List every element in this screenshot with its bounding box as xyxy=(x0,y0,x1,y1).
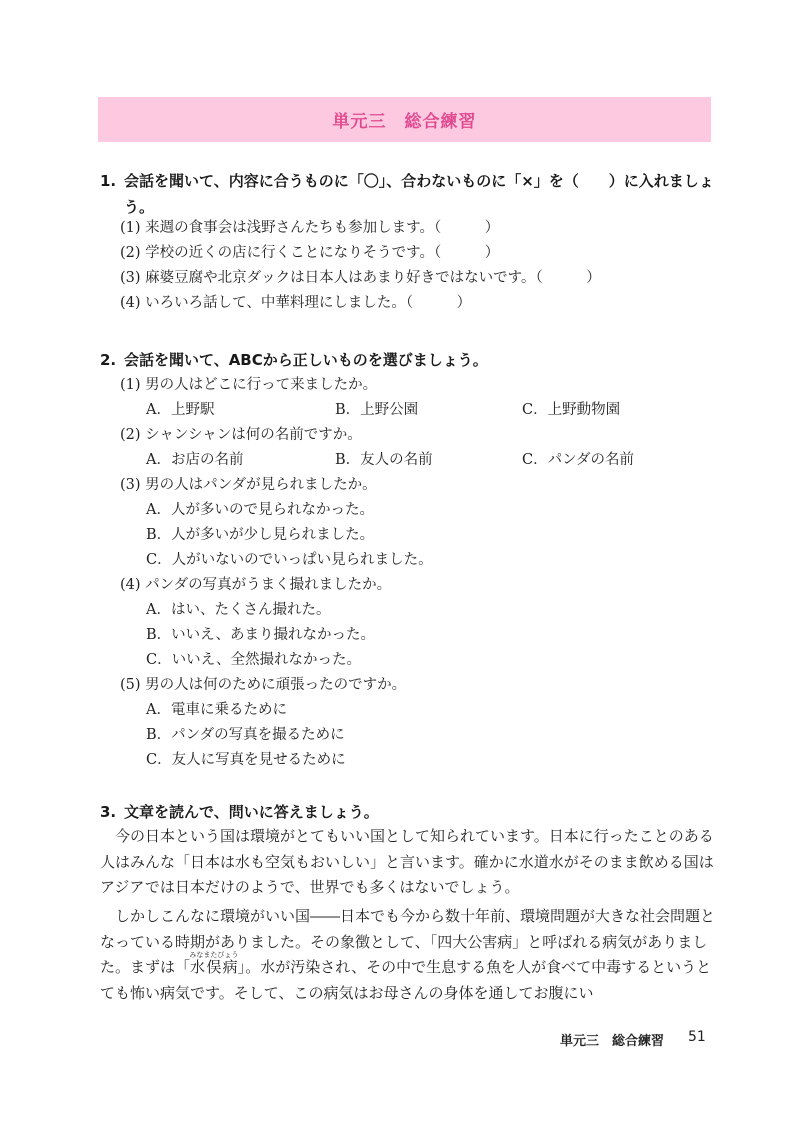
q3-paragraph-1: 今の日本という国は環境がとてもいい国として知られています。日本に行ったことのある人はみんな「日本は水も空気もおいしい」と言います。確かに水道水がそのまま飲める国はアジアでは日本だけのようで、世界でも多くはないでしょう。 xyxy=(100,827,714,897)
question-1-text: 会話を聞いて、内容に合うものに「〇」、合わないものに「×」を（ ）に入れましょう。 xyxy=(124,172,714,216)
page-number: 51 xyxy=(688,1029,706,1045)
question-2-number: 2. xyxy=(100,351,117,369)
question-2-heading xyxy=(100,347,718,373)
q2-item-1-question: (1) 男の人はどこに行って来ましたか。 xyxy=(120,377,378,393)
q2-item-4-question: (4) パンダの写真がうまく撮れましたか。 xyxy=(120,577,392,593)
q2-item-4-option-a: A．はい、たくさん撮れた。 xyxy=(146,602,331,618)
unit-title-banner xyxy=(98,97,711,142)
question-3-text: 文章を読んで、問いに答えましょう。 xyxy=(124,803,379,821)
question-3-heading xyxy=(100,799,718,825)
q1-item-3: (3) 麻婆豆腐や北京ダックは日本人はあまり好きではないです。（ ） xyxy=(120,270,601,286)
q2-item-1-option-c: C．上野動物園 xyxy=(522,402,621,418)
minamata-disease-ruby xyxy=(189,951,239,977)
q1-item-1: (1) 来週の食事会は浅野さんたちも参加します。（ ） xyxy=(120,220,500,236)
minamata-disease-word: 水俣病 xyxy=(189,958,239,977)
q2-item-2-option-c: C．パンダの名前 xyxy=(522,452,635,468)
question-1-number: 1. xyxy=(100,172,117,190)
q2-item-2-option-b: B．友人の名前 xyxy=(335,452,433,468)
q1-item-4: (4) いろいろ話して、中華料理にしました。（ ） xyxy=(120,295,472,311)
q2-item-1-option-a: A．上野駅 xyxy=(146,402,215,418)
q2-item-5-question: (5) 男の人は何のために頑張ったのですか。 xyxy=(120,677,407,693)
minamata-disease-reading: みなまたびょう xyxy=(189,951,239,960)
q3-paragraph-2 xyxy=(100,904,715,1006)
q2-item-3-question: (3) 男の人はパンダが見られましたか。 xyxy=(120,477,377,493)
unit-title: 単元三 総合練習 xyxy=(332,112,477,132)
q2-item-2-option-a: A．お店の名前 xyxy=(146,452,244,468)
q2-item-3-option-c: C．人がいないのでいっぱい見られました。 xyxy=(146,552,433,568)
question-3-number: 3. xyxy=(100,803,117,821)
q2-item-5-option-b: B．パンダの写真を撮るために xyxy=(146,727,345,743)
question-1-heading xyxy=(100,168,718,220)
q1-item-2: (2) 学校の近くの店に行くことになりそうです。（ ） xyxy=(120,245,500,261)
q2-item-2-question: (2) シャンシャンは何の名前ですか。 xyxy=(120,427,362,443)
q3-paragraph-2-part-a: しかしこんなに環境がいい国――日本でも今から数十年前、環境問題が大きな社会問題となっている時期がありました。その象徴として、「四大公害病」と呼ばれる病気がありました。まずは「 xyxy=(100,907,716,977)
q2-item-3-option-b: B．人が多いが少し見られました。 xyxy=(146,527,375,543)
footer-unit-label: 単元三 総合練習 xyxy=(560,1034,665,1049)
q2-item-1-option-b: B．上野公園 xyxy=(335,402,419,418)
q2-item-5-option-c: C．友人に写真を見せるために xyxy=(146,752,346,768)
q2-item-3-option-a: A．人が多いので見られなかった。 xyxy=(146,502,374,518)
q3-paragraph-2-part-b: 」。水が汚染され、その中で生息する魚を人が食べて中毒するというとても怖い病気です。そして、この病気はお母さんの身体を通してお腹にい xyxy=(100,958,712,1002)
q2-item-4-option-b: B．いいえ、あまり撮れなかった。 xyxy=(146,627,376,643)
question-2-text: 会話を聞いて、ABCから正しいものを選びましょう。 xyxy=(124,351,488,369)
q2-item-5-option-a: A．電車に乗るために xyxy=(146,702,287,718)
q2-item-4-option-c: C．いいえ、全然撮れなかった。 xyxy=(146,652,361,668)
